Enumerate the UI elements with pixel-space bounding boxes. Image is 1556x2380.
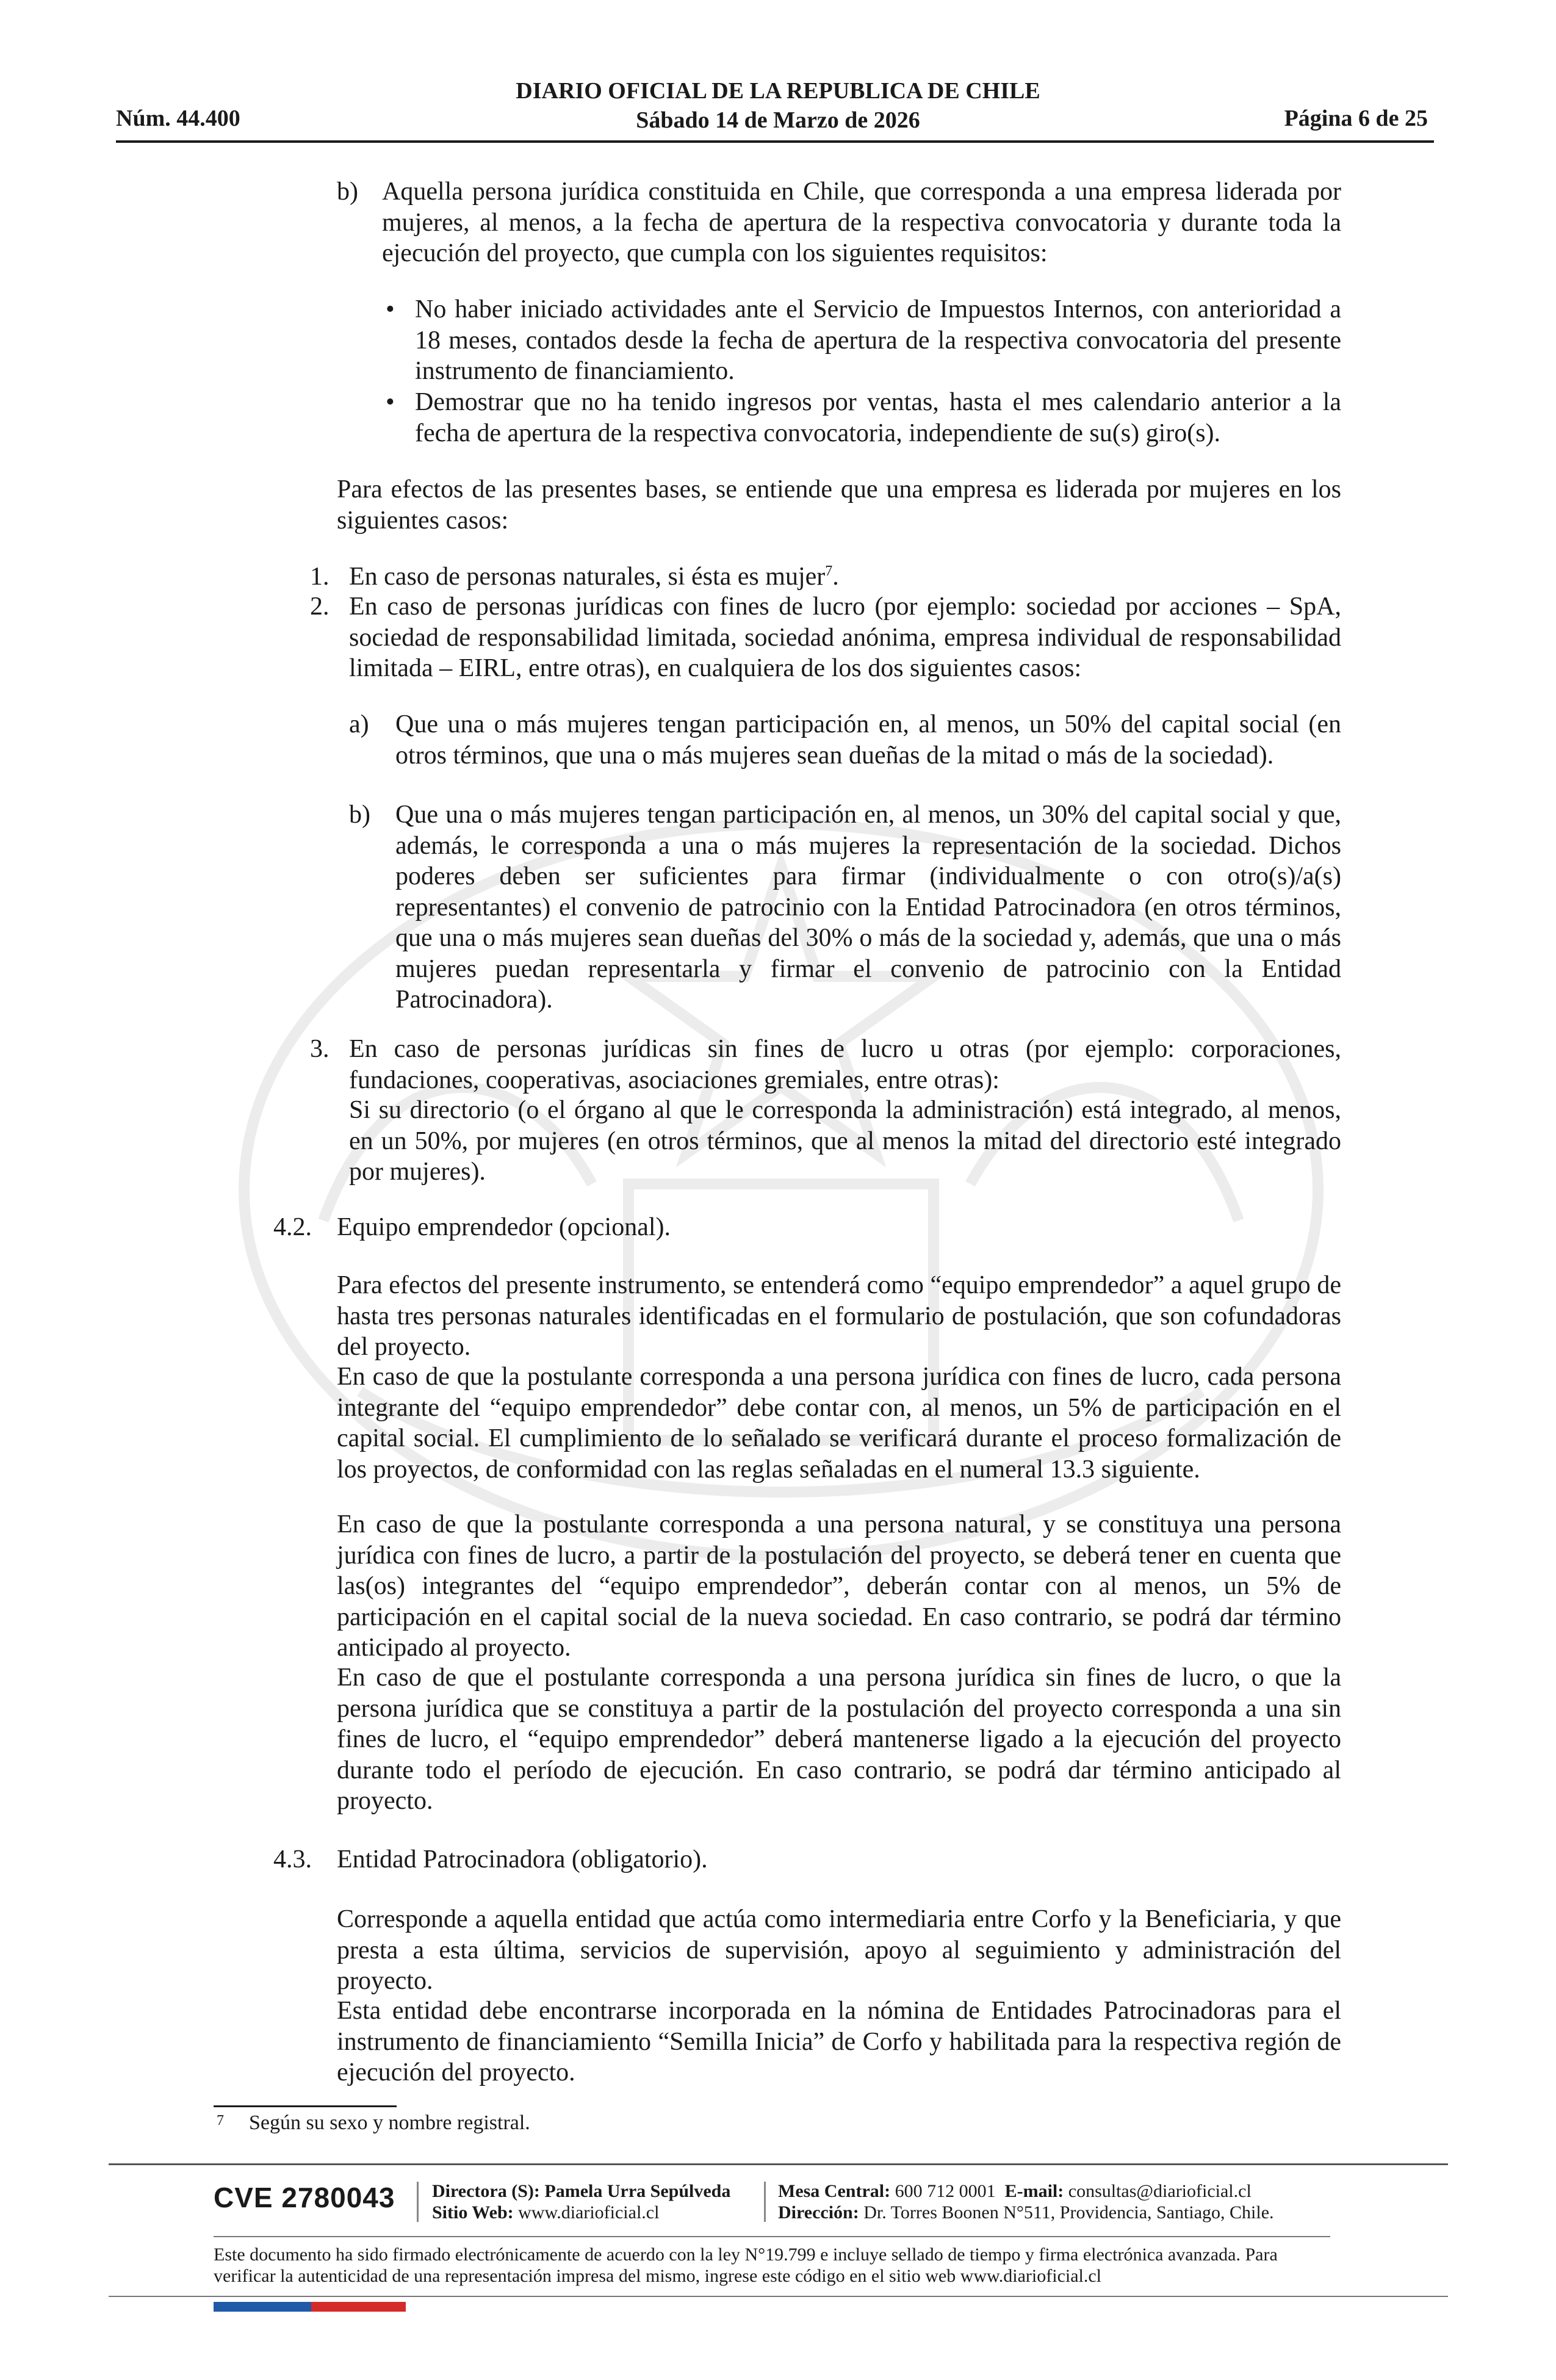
address: Dr. Torres Boonen N°511, Providencia, Santiago, Chile. bbox=[863, 2202, 1274, 2223]
case-3-label: 3. bbox=[310, 1035, 330, 1063]
website-link[interactable]: www.diarioficial.cl bbox=[518, 2202, 660, 2223]
footer-separator bbox=[417, 2182, 419, 2222]
section-4-2-paragraph: En caso de que la postulante corresponda a una persona natural, y se constituya una persona jurídica con fines de lucro, a partir de la postulación del proyecto, se deberá tener en cuenta que las(os) integrantes del “equipo emprendedor”, deberán contar con al menos, un 5% de participación en el capital social de la nueva sociedad. En caso contrario, se podrá dar término anticipado al proyecto. bbox=[337, 1510, 1341, 1662]
subcase-b-text: Que una o más mujeres tengan participación en, al menos, un 30% del capital social y que, además, le corresponda a una o más mujeres la representación de la sociedad. Dichos poderes deben ser suficientes para firmar (individualmente o con otro(s)/a(s) representantes) el convenio de patrocinio con la Entidad Patrocinadora (en otros términos, que una o más mujeres sean dueñas del 30% o más de la sociedad y, además, que una o más mujeres puedan representarla y firmar el convenio de patrocinio con la Entidad Patrocinadora). bbox=[395, 801, 1341, 1014]
section-4-3-number: 4.3. bbox=[273, 1845, 312, 1873]
footnote-text: Según su sexo y nombre registral. bbox=[249, 2111, 530, 2134]
case-2-text: En caso de personas jurídicas con fines de lucro (por ejemplo: sociedad por acciones – SpA, sociedad de responsabilidad limitada, sociedad anónima, empresa individual de responsabilidad limitada – EIRL, entre otras), en cualquiera de los dos siguientes casos: bbox=[349, 593, 1341, 682]
case-3-text-2: Si su directorio (o el órgano al que le corresponda la administración) está integrado, al menos, en un 50%, por mujeres (en otros términos, que al menos la mitad del directorio esté integrado por mujeres). bbox=[349, 1096, 1341, 1186]
section-4-2-paragraph: En caso de que el postulante corresponda a una persona jurídica sin fines de lucro, o que la persona jurídica que se constituya a partir de la postulación del proyecto corresponda a una sin fines de lucro, el “equipo emprendedor” deberá mantenerse ligado a la ejecución del proyecto durante todo el período de ejecución. En caso contrario, se podrá dar término anticipado al proyecto. bbox=[337, 1664, 1341, 1815]
case-1-text: En caso de personas naturales, si ésta es mujer$^7$. bbox=[349, 563, 839, 591]
masthead-title: DIARIO OFICIAL DE LA REPUBLICA DE CHILE bbox=[516, 78, 1040, 104]
bullet-item: No haber iniciado actividades ante el Servicio de Impuestos Internos, con anterioridad a 18 meses, contados desde la fecha de apertura de la respectiva convocatoria del presente instrumento de financiamiento. bbox=[415, 295, 1341, 385]
section-4-3-title: Entidad Patrocinadora (obligatorio). bbox=[337, 1845, 708, 1873]
subcase-a-text: Que una o más mujeres tengan participación en, al menos, un 50% del capital social (en otros términos, que una o más mujeres sean dueñas de la mitad o más de la sociedad). bbox=[395, 710, 1341, 770]
footnote-rule bbox=[214, 2105, 397, 2107]
footer-separator bbox=[764, 2182, 766, 2222]
cve-code: CVE 2780043 bbox=[214, 2182, 395, 2213]
item-b-text: Aquella persona jurídica constituida en Chile, que corresponda a una empresa liderada por mujeres, al menos, a la fecha de apertura de la respectiva convocatoria y durante toda la ejecución del proyecto, que cumpla con los siguientes requisitos: bbox=[382, 178, 1341, 267]
page-number: Página 6 de 25 bbox=[1284, 106, 1428, 131]
section-4-2-paragraph: Para efectos del presente instrumento, se entenderá como “equipo emprendedor” a aquel grupo de hasta tres personas naturales identificadas en el formulario de postulación, que son cofundadoras del proyecto. bbox=[337, 1271, 1341, 1361]
case-2-label: 2. bbox=[310, 593, 330, 621]
item-b-label: b) bbox=[337, 178, 358, 206]
email-link[interactable]: consultas@diarioficial.cl bbox=[1068, 2181, 1252, 2201]
header-rule bbox=[116, 140, 1434, 143]
legal-notice: Este documento ha sido firmado electrónicamente de acuerdo con la ley N°19.799 e incluye sellado de tiempo y firma electrónica avanzada. Para verificar la autenticidad de una representación impresa del mismo, ingrese este código en el sitio web www.diarioficial.cl bbox=[214, 2245, 1278, 2286]
phone-number: 600 712 0001 bbox=[895, 2181, 996, 2201]
bullet-item: Demostrar que no ha tenido ingresos por ventas, hasta el mes calendario anterior a la fecha de apertura de la respectiva convocatoria, independiente de su(s) giro(s). bbox=[415, 388, 1341, 447]
section-4-2-number: 4.2. bbox=[273, 1213, 312, 1241]
bullet-mark: • bbox=[386, 388, 395, 416]
subcase-a-label: a) bbox=[349, 710, 369, 738]
bullet-mark: • bbox=[386, 295, 395, 323]
issue-number: Núm. 44.400 bbox=[116, 106, 240, 131]
footer-director-block: Directora (S): Pamela Urra Sepúlveda Sitio Web: www.diarioficial.cl bbox=[432, 2181, 731, 2223]
case-3-text: En caso de personas jurídicas sin fines de lucro u otras (por ejemplo: corporaciones, fundaciones, cooperativas, asociaciones gremiales, entre otras): bbox=[349, 1035, 1341, 1094]
masthead-date: Sábado 14 de Marzo de 2026 bbox=[636, 107, 920, 133]
section-4-2-paragraph: En caso de que la postulante corresponda a una persona jurídica con fines de lucro, cada persona integrante del “equipo emprendedor” debe contar con, al menos, un 5% de participación en el capital social. El cumplimiento de lo señalado se verificará durante el proceso formalización de los proyectos, de conformidad con las reglas señaladas en el numeral 13.3 siguiente. bbox=[337, 1363, 1341, 1484]
footer-contact-block: Mesa Central: 600 712 0001 E-mail: consultas@diarioficial.cl Dirección: Dr. Torres Boonen N°511, Providencia, Santiago, Chile. bbox=[778, 2181, 1274, 2223]
flag-stripe-red bbox=[311, 2302, 406, 2312]
section-4-2-title: Equipo emprendedor (opcional). bbox=[337, 1213, 671, 1241]
footer-rule bbox=[214, 2236, 1330, 2237]
footer-rule bbox=[109, 2296, 1448, 2297]
case-1-label: 1. bbox=[310, 563, 330, 591]
footnote-ref: 7 bbox=[825, 563, 833, 579]
flag-stripe-blue bbox=[214, 2302, 311, 2312]
footnote-number: 7 bbox=[217, 2113, 224, 2129]
intro-paragraph: Para efectos de las presentes bases, se entiende que una empresa es liderada por mujeres en los siguientes casos: bbox=[337, 475, 1341, 535]
section-4-3-paragraph: Esta entidad debe encontrarse incorporada en la nómina de Entidades Patrocinadoras para el instrumento de financiamiento “Semilla Inicia” de Corfo y habilitada para la respectiva región de ejecución del proyecto. bbox=[337, 1997, 1341, 2086]
section-4-3-paragraph: Corresponde a aquella entidad que actúa como intermediaria entre Corfo y la Beneficiaria, y que presta a esta última, servicios de supervisión, apoyo al seguimiento y administración del proyecto. bbox=[337, 1905, 1341, 1995]
subcase-b-label: b) bbox=[349, 801, 370, 829]
footer-rule bbox=[109, 2163, 1448, 2165]
director-name: Pamela Urra Sepúlveda bbox=[544, 2181, 731, 2201]
